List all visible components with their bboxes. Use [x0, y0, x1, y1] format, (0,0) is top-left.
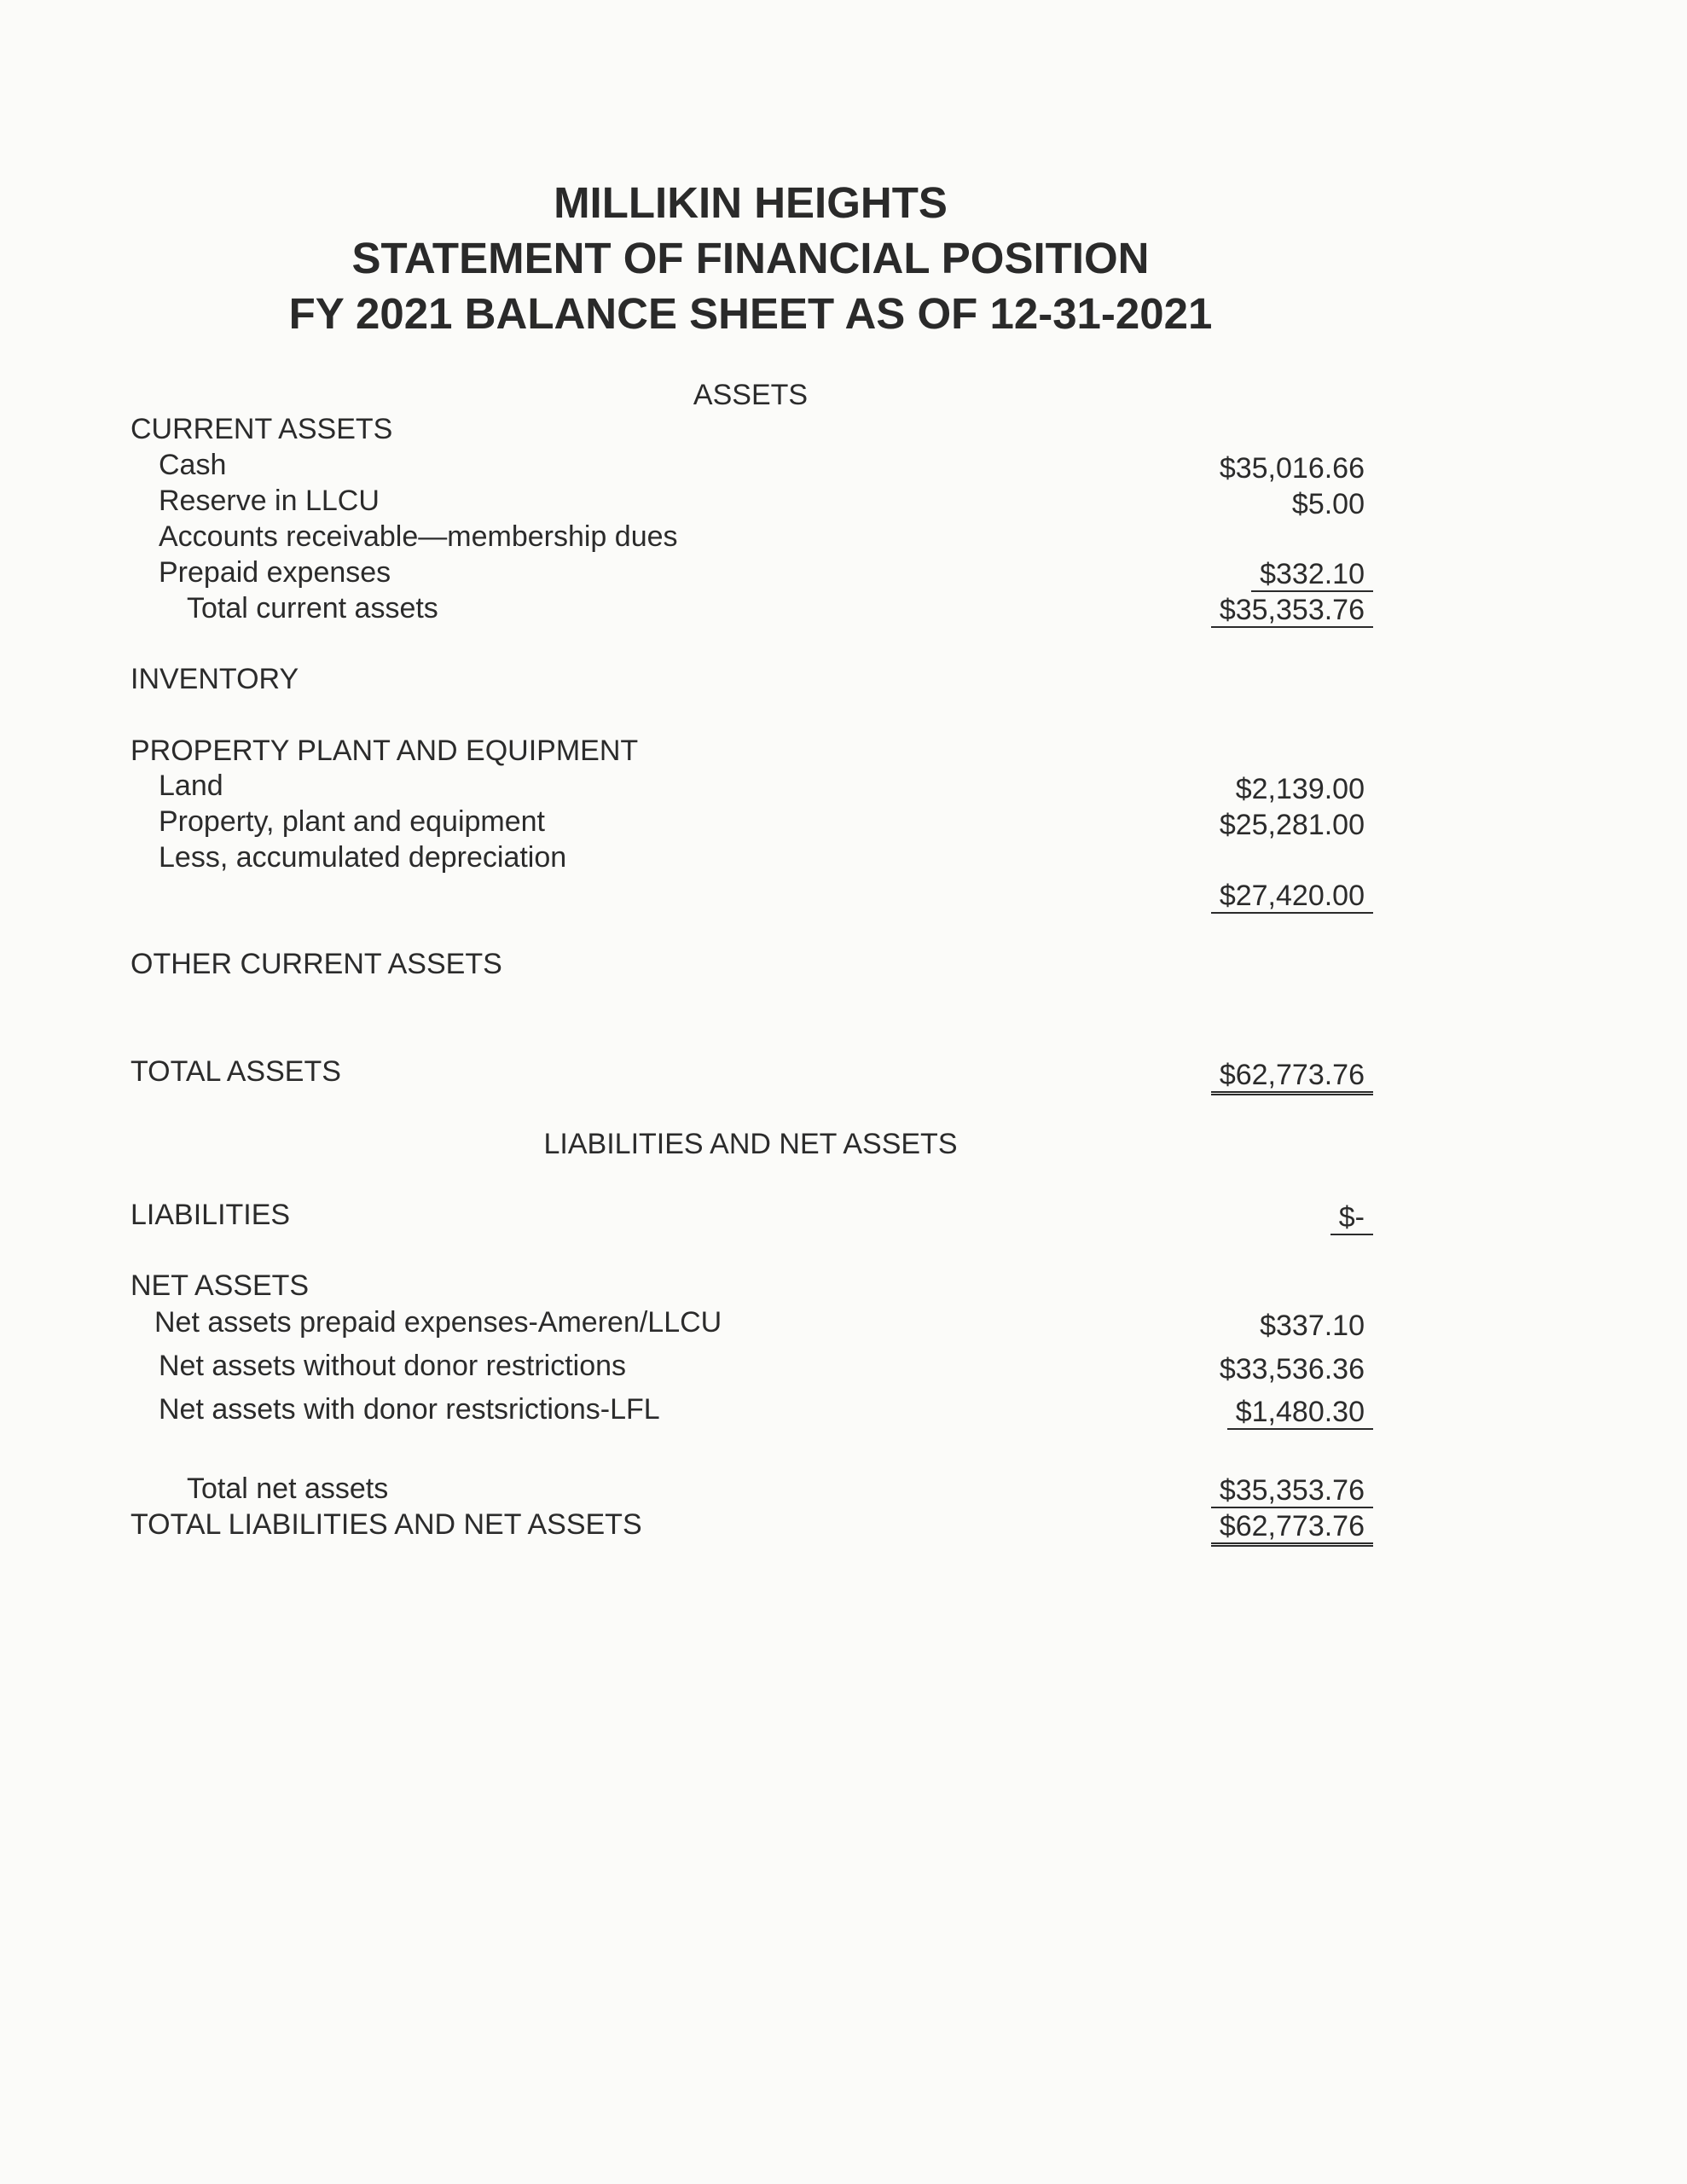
- period-title: FY 2021 BALANCE SHEET AS OF 12-31-2021: [288, 289, 1213, 338]
- current-assets-heading: CURRENT ASSETS: [130, 413, 393, 445]
- reserve-label: Reserve in LLCU: [159, 485, 380, 517]
- liabilities-amount: [1330, 1201, 1365, 1234]
- total-liabilities-net-assets-label: TOTAL LIABILITIES AND NET ASSETS: [130, 1508, 642, 1541]
- ppe-heading: PROPERTY PLANT AND EQUIPMENT: [130, 735, 639, 767]
- net-assets-with-restrictions-amount: [1227, 1396, 1365, 1429]
- total-liabilities-net-assets-value: $62,773.76: [1211, 1510, 1373, 1547]
- total-current-assets-value: $35,353.76: [1211, 594, 1373, 628]
- land-label: Land: [159, 770, 223, 802]
- net-assets-heading: NET ASSETS: [130, 1269, 310, 1302]
- total-liabilities-net-assets-amount: [1211, 1510, 1365, 1543]
- document-title: [0, 175, 1501, 341]
- cash-label: Cash: [159, 449, 227, 481]
- cash-amount: $35,016.66: [1219, 452, 1365, 485]
- total-assets-value: $62,773.76: [1211, 1059, 1373, 1095]
- net-assets-without-restrictions-amount: $33,536.36: [1219, 1353, 1365, 1385]
- ppe-subtotal-value: $27,420.00: [1211, 880, 1373, 914]
- property-amount: $25,281.00: [1219, 809, 1365, 841]
- property-label: Property, plant and equipment: [159, 805, 545, 838]
- receivable-label: Accounts receivable—membership dues: [159, 520, 678, 553]
- total-assets-amount: [1211, 1059, 1365, 1092]
- inventory-heading: INVENTORY: [130, 663, 299, 695]
- liabilities-label: LIABILITIES: [130, 1199, 291, 1231]
- net-assets-prepaid-label: Net assets prepaid expenses-Ameren/LLCU: [154, 1306, 722, 1339]
- prepaid-label: Prepaid expenses: [159, 556, 391, 589]
- other-current-assets-heading: OTHER CURRENT ASSETS: [130, 948, 502, 980]
- org-name: MILLIKIN HEIGHTS: [554, 178, 948, 227]
- net-assets-without-restrictions-label: Net assets without donor restrictions: [159, 1350, 627, 1382]
- statement-name: STATEMENT OF FINANCIAL POSITION: [351, 234, 1150, 282]
- total-net-assets-value: $35,353.76: [1211, 1474, 1373, 1508]
- total-current-assets-amount: [1211, 594, 1365, 627]
- net-assets-with-restrictions-label: Net assets with donor restsrictions-LFL: [159, 1393, 660, 1426]
- liabilities-value: $-: [1330, 1201, 1373, 1235]
- depreciation-label: Less, accumulated depreciation: [159, 841, 567, 874]
- assets-heading: ASSETS: [693, 379, 809, 411]
- net-assets-with-restrictions-value: $1,480.30: [1227, 1396, 1373, 1430]
- total-net-assets-amount: [1211, 1474, 1365, 1507]
- reserve-amount: $5.00: [1291, 488, 1365, 520]
- total-current-assets-label: Total current assets: [187, 592, 438, 624]
- total-net-assets-label: Total net assets: [187, 1472, 389, 1505]
- prepaid-amount-value: $332.10: [1251, 558, 1373, 592]
- prepaid-amount: [1251, 558, 1365, 591]
- net-assets-prepaid-amount: $337.10: [1260, 1310, 1365, 1342]
- total-assets-label: TOTAL ASSETS: [130, 1055, 341, 1088]
- liabilities-net-assets-heading: LIABILITIES AND NET ASSETS: [543, 1128, 958, 1160]
- ppe-subtotal-amount: [1211, 880, 1365, 913]
- land-amount: $2,139.00: [1235, 773, 1365, 805]
